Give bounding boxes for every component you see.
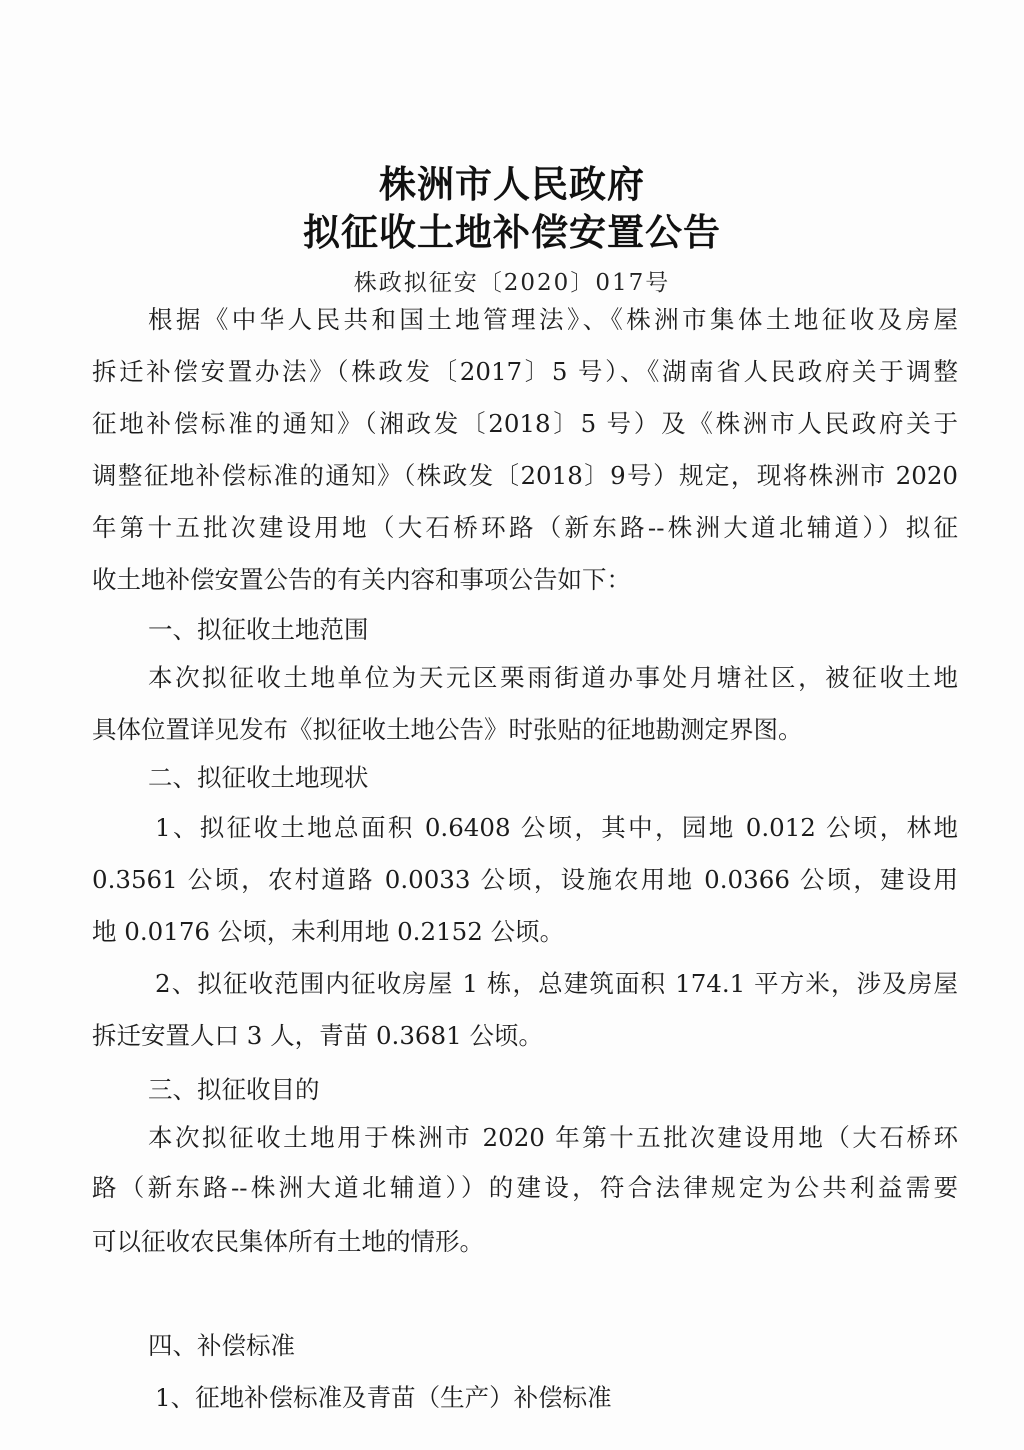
section-heading: 三、拟征收目的 <box>148 1075 320 1104</box>
paragraph-line: 调整征地补偿标准的通知》（株政发〔2018〕9号）规定，现将株洲市 2020 <box>92 461 958 490</box>
document-number: 株政拟征安〔2020〕017号 <box>353 270 671 296</box>
paragraph-line: 拆迁安置人口 3 人，青苗 0.3681 公顷。 <box>92 1021 543 1050</box>
section-heading: 二、拟征收土地现状 <box>148 763 369 792</box>
paragraph-line: 地 0.0176 公顷，未利用地 0.2152 公顷。 <box>92 917 565 946</box>
paragraph-line: 1、拟征收土地总面积 0.6408 公顷，其中，园地 0.012 公顷，林地 <box>155 813 958 842</box>
document-title-line2: 拟征收土地补偿安置公告 <box>303 211 721 254</box>
paragraph-line: 可以征收农民集体所有土地的情形。 <box>92 1227 484 1256</box>
paragraph-line: 2、拟征收范围内征收房屋 1 栋，总建筑面积 174.1 平方米，涉及房屋 <box>155 969 958 998</box>
paragraph-line: 1、征地补偿标准及青苗（生产）补偿标准 <box>155 1383 612 1412</box>
paragraph-line: 征地补偿标准的通知》（湘政发〔2018〕5 号）及《株洲市人民政府关于 <box>92 409 958 438</box>
paragraph-line: 0.3561 公顷，农村道路 0.0033 公顷，设施农用地 0.0366 公顷，建设用 <box>92 865 958 894</box>
section-heading: 四、补偿标准 <box>148 1331 295 1360</box>
paragraph-line: 拆迁补偿安置办法》（株政发〔2017〕5 号）、《湖南省人民政府关于调整 <box>92 357 958 386</box>
paragraph-line: 本次拟征收土地用于株洲市 2020 年第十五批次建设用地（大石桥环 <box>148 1123 958 1152</box>
paragraph-line: 年第十五批次建设用地（大石桥环路（新东路--株洲大道北辅道））拟征 <box>92 513 958 542</box>
paragraph-line: 收土地补偿安置公告的有关内容和事项公告如下： <box>92 565 631 594</box>
paragraph-line: 根据《中华人民共和国土地管理法》、《株洲市集体土地征收及房屋 <box>148 305 958 334</box>
section-heading: 一、拟征收土地范围 <box>148 615 369 644</box>
paragraph-line: 具体位置详见发布《拟征收土地公告》时张贴的征地勘测定界图。 <box>92 715 803 744</box>
paragraph-line: 路（新东路--株洲大道北辅道））的建设，符合法律规定为公共利益需要 <box>92 1173 958 1202</box>
paragraph-line: 本次拟征收土地单位为天元区栗雨街道办事处月塘社区，被征收土地 <box>148 663 958 692</box>
document-title-line1: 株洲市人民政府 <box>379 163 645 206</box>
